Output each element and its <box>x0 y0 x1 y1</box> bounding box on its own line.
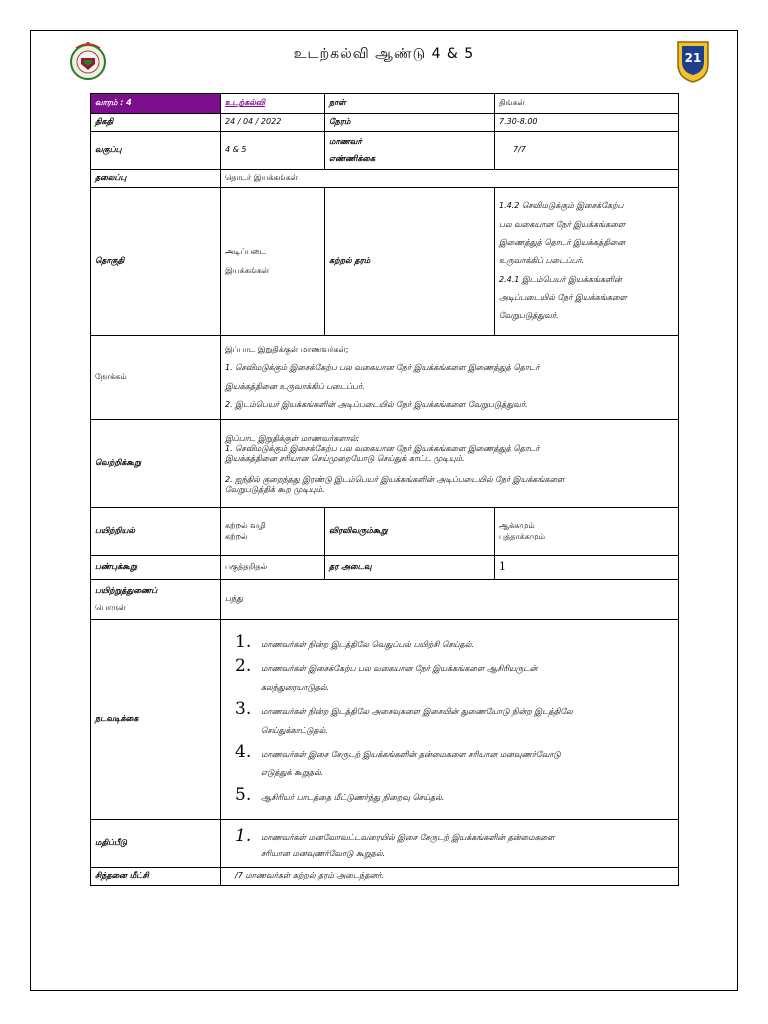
title-label: தலைப்பு <box>91 170 221 188</box>
lesson-plan-table <box>90 93 679 886</box>
module-value <box>221 188 325 336</box>
standard-line: 1.4.2 செவிமடுக்கும் இசைக்கேற்ப <box>499 201 624 211</box>
standard-line: இணைத்துத் தொடர் இயக்கத்தினை <box>499 237 626 247</box>
assessment-item <box>235 826 674 862</box>
materials-label-line-1: பயிற்றுத்துணைப் <box>95 585 158 595</box>
time-label: நேரம் <box>325 114 495 132</box>
activity-step <box>235 656 674 697</box>
element-label: விரவிவரும்கூறு <box>325 508 495 556</box>
activity-label: நடவடிக்கை <box>91 620 221 820</box>
activity-value <box>221 620 679 820</box>
step-text: மாணவர்கள் இசை சேருடற் இயக்கங்களின் தன்மைகளை சரியான மனவுணர்வோடு <box>261 749 561 759</box>
level-label: தர அடைவு <box>325 556 495 580</box>
success-line: 1. செவிமடுக்கும் இசைக்கேற்ப பல வகையான நேர் இயக்கங்களை இணைத்துத் தொடர் <box>225 443 540 453</box>
students-value: 7/7 <box>495 132 679 170</box>
step-text: ஆசிரியர் பாடத்தை மீட்டுணர்ந்து நிறைவு செய்தல். <box>261 792 445 802</box>
standard-line: 2.4.1 இடம்பெயர் இயக்கங்களின் <box>499 274 622 284</box>
students-label <box>325 132 495 170</box>
assessment-list <box>235 826 674 862</box>
level-value: 1 <box>495 556 679 580</box>
standard-value <box>495 188 679 336</box>
assessment-value <box>221 820 679 868</box>
activity-step <box>235 632 674 654</box>
success-label: வெற்றிக்கூறு <box>91 420 221 508</box>
step-number: 5. <box>235 784 252 805</box>
time-value: 7.30-8.00 <box>495 114 679 132</box>
reflection-label: சிந்தனை மீட்சி <box>91 868 221 886</box>
step-number: 2. <box>235 656 252 677</box>
activity-list <box>235 632 674 807</box>
standard-line: வேறுபடுத்துவர். <box>499 311 559 321</box>
value-label: பண்புக்கூறு <box>91 556 221 580</box>
element-value-line-1: ஆக்கமும் <box>499 520 535 530</box>
step-text: மாணவர்கள் நின்ற இடத்திலே வெதுப்பல் பயிற்சி செய்தல். <box>261 639 474 649</box>
objective-line: 1. செவிமடுக்கும் இசைக்கேற்ப பல வகையான நேர் இயக்கங்களை இணைத்துத் தொடர் <box>225 363 540 373</box>
objective-label: நோக்கம் <box>91 336 221 420</box>
approach-value-line-2: கற்றல் <box>225 531 248 541</box>
subject-value: உடற்கல்வி <box>221 94 325 114</box>
module-value-line-1: அடிப்படை <box>225 246 267 256</box>
step-text: எடுத்துக் கூறுதல். <box>261 768 324 778</box>
objective-line: இயக்கத்தினை உருவாக்கிப் படைப்பர். <box>225 381 365 391</box>
day-value: திங்கள் <box>495 94 679 114</box>
materials-label-line-2: பொருள் <box>95 602 126 612</box>
activity-step <box>235 785 674 807</box>
school-crest-icon <box>66 38 110 82</box>
success-line: இப்பாட இறுதிக்குள் மாணவர்களால்: <box>225 433 360 443</box>
date-label: திகதி <box>91 114 221 132</box>
element-value-line-2: புத்தாக்கமும் <box>499 531 546 541</box>
step-text: மாணவர்கள் இசைக்கேற்ப பல வகையான நேர் இயக்கங்களை ஆசிரியருடன் <box>261 664 538 674</box>
objective-value <box>221 336 679 420</box>
approach-label: பயிற்றியல் <box>91 508 221 556</box>
objective-line: 2. இடம்பெயர் இயக்கங்களின் அடிப்படையில் நேர் இயக்கங்களை வேறுபடுத்துவர். <box>225 399 528 409</box>
materials-value: பந்து <box>221 580 679 620</box>
value-value: பகுத்தறிதல் <box>221 556 325 580</box>
success-line: 2. ஐந்தில் குறைந்தது இரண்டு இடம்பெயர் இயக்கங்களின் அடிப்படையில் நேர் இயக்கங்களை <box>225 474 565 484</box>
reflection-value: /7 மாணவர்கள் கற்றல் தரம் அடைந்தனர். <box>221 868 679 886</box>
objective-line: இப்பாட இறுதிக்குள் மாணவர்கள்; <box>225 344 349 354</box>
element-value <box>495 508 679 556</box>
step-number: 4. <box>235 741 252 762</box>
activity-step <box>235 742 674 783</box>
activity-step <box>235 699 674 740</box>
standard-line: உருவாக்கிப் படைப்பர். <box>499 256 585 266</box>
21st-century-badge-icon <box>674 38 712 84</box>
step-number: 1. <box>235 631 252 652</box>
week-label: வாரம் : 4 <box>91 94 221 114</box>
step-text: கலந்துரையாடுதல். <box>261 682 330 692</box>
standard-line: பல வகையான நேர் இயக்கங்களை <box>499 219 626 229</box>
class-label: வகுப்பு <box>91 132 221 170</box>
success-value <box>221 420 679 508</box>
step-number: 3. <box>235 699 252 720</box>
students-label-line-1: மாணவர் <box>329 136 362 146</box>
approach-value-line-1: கற்றல் வழி <box>225 520 266 530</box>
standard-label: கற்றல் தரம் <box>325 188 495 336</box>
assessment-text: மாணவர்கள் மனவோவட்டவரையில் இசை சேருடற் இயக்கங்களின் தன்மைகளை <box>261 832 555 842</box>
approach-value <box>221 508 325 556</box>
class-value: 4 & 5 <box>221 132 325 170</box>
svg-text:21: 21 <box>684 51 702 65</box>
step-text: செய்துக்காட்டுதல். <box>261 725 328 735</box>
success-line: இயக்கத்தினை சரியான செய்முறையோடு செய்துக் காட்ட முடியும். <box>225 454 465 464</box>
date-value: 24 / 04 / 2022 <box>221 114 325 132</box>
assessment-label: மதிப்பீடு <box>91 820 221 868</box>
materials-label <box>91 580 221 620</box>
success-line: வேறுபடுத்திக் கூற முடியும். <box>225 485 325 495</box>
module-value-line-2: இயக்கங்கள் <box>225 265 270 275</box>
students-label-line-2: எண்ணிக்கை <box>329 153 376 163</box>
assessment-number: 1. <box>235 825 252 846</box>
step-text: மாணவர்கள் நின்ற இடத்திலே அசைவுகளை இசையின் துணையோடு நின்ற இடத்திலே <box>261 707 573 717</box>
standard-line: அடிப்படையில் நேர் இயக்கங்களை <box>499 293 627 303</box>
title-value: தொடர் இயக்கங்கள் <box>221 170 679 188</box>
assessment-text: சரியான மனவுணர்வோடு கூறுதல். <box>261 848 386 858</box>
day-label: நாள் <box>325 94 495 114</box>
module-label: தொகுதி <box>91 188 221 336</box>
page-title: உடற்கல்வி ஆண்டு 4 & 5 <box>293 46 475 62</box>
